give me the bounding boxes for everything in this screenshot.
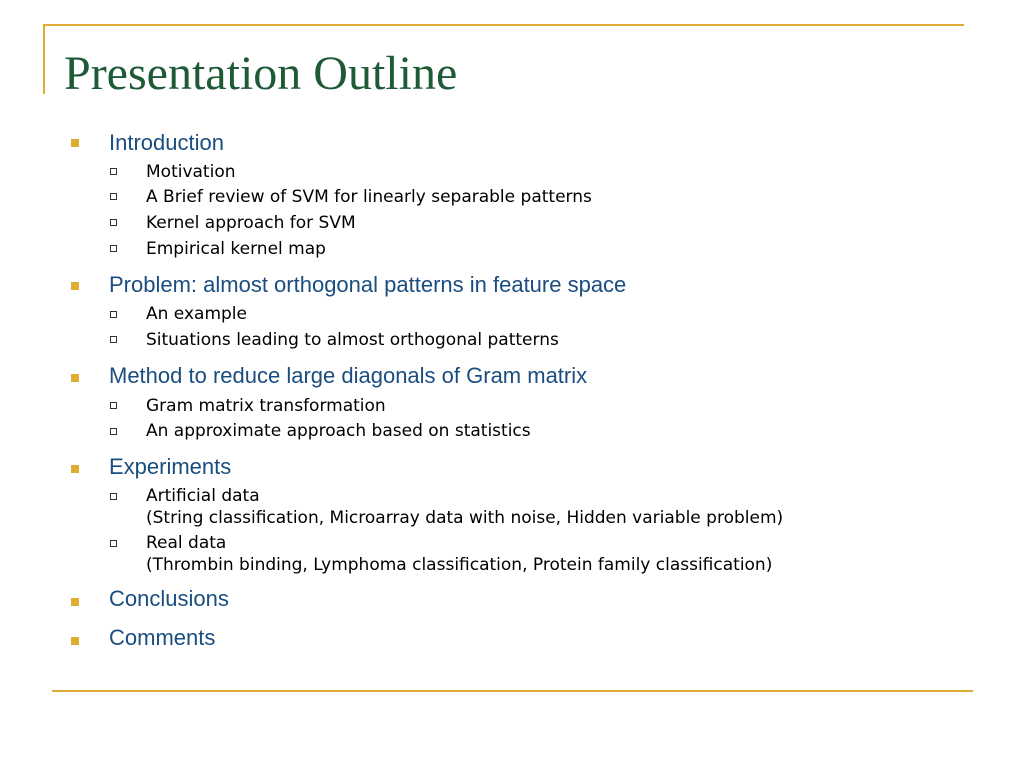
outline-item: Situations leading to almost orthogonal patterns: [146, 330, 559, 350]
outline-item: Motivation: [146, 162, 236, 182]
outline-item-detail: (Thrombin binding, Lymphoma classification, Protein family classification): [146, 555, 773, 575]
hollow-square-bullet-icon: [110, 402, 117, 409]
slide-title: Presentation Outline: [64, 47, 458, 100]
outline-heading-problem: Problem: almost orthogonal patterns in feature space: [109, 272, 627, 297]
square-bullet-icon: [71, 374, 79, 382]
outline-item: Kernel approach for SVM: [146, 213, 356, 233]
outline-item: [146, 532, 772, 576]
outline-item: An example: [146, 304, 247, 324]
square-bullet-icon: [71, 282, 79, 290]
outline-heading-comments: Comments: [109, 625, 216, 650]
square-bullet-icon: [71, 139, 79, 147]
hollow-square-bullet-icon: [110, 540, 117, 547]
outline-item: Empirical kernel map: [146, 239, 326, 259]
outline-item: An approximate approach based on statistics: [146, 421, 531, 441]
hollow-square-bullet-icon: [110, 168, 117, 175]
outline-item-label: Real data: [146, 533, 227, 553]
hollow-square-bullet-icon: [110, 428, 117, 435]
hollow-square-bullet-icon: [110, 245, 117, 252]
outline-item-label: Artificial data: [146, 486, 260, 506]
square-bullet-icon: [71, 465, 79, 473]
outline-heading-method: Method to reduce large diagonals of Gram matrix: [109, 363, 588, 388]
outline-heading-experiments: Experiments: [109, 454, 232, 479]
outline-item: A Brief review of SVM for linearly separable patterns: [146, 187, 592, 207]
footer-line: [52, 690, 973, 692]
hollow-square-bullet-icon: [110, 311, 117, 318]
hollow-square-bullet-icon: [110, 336, 117, 343]
hollow-square-bullet-icon: [110, 193, 117, 200]
outline-item: [146, 485, 783, 529]
outline-heading-conclusions: Conclusions: [109, 586, 229, 611]
outline-heading-introduction: Introduction: [109, 130, 224, 155]
square-bullet-icon: [71, 598, 79, 606]
outline-item: Gram matrix transformation: [146, 396, 386, 416]
square-bullet-icon: [71, 637, 79, 645]
hollow-square-bullet-icon: [110, 219, 117, 226]
outline-item-detail: (String classification, Microarray data with noise, Hidden variable problem): [146, 508, 784, 528]
hollow-square-bullet-icon: [110, 493, 117, 500]
